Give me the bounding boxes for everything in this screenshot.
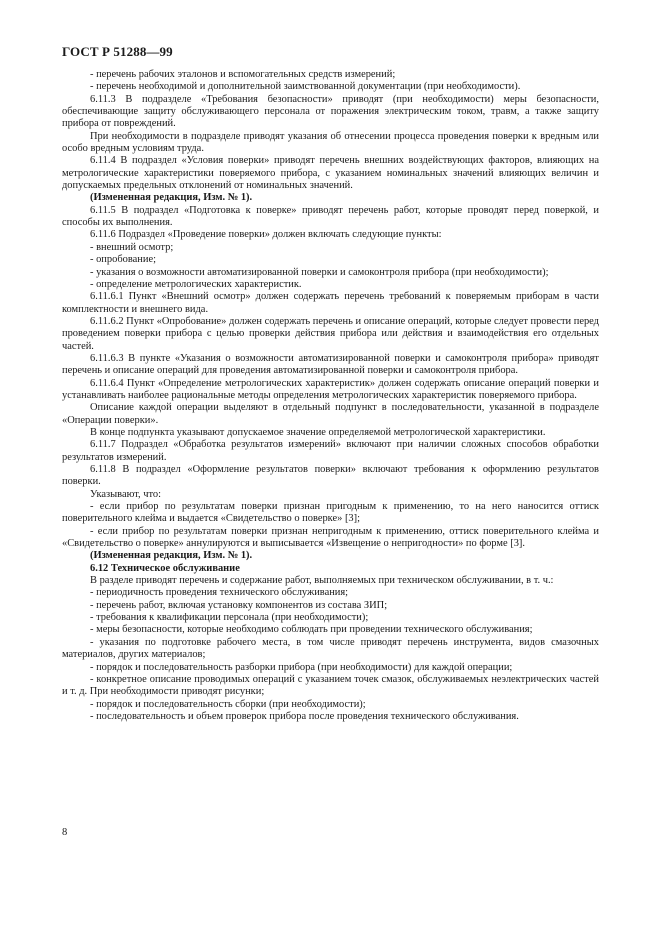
- paragraph: 6.11.8 В подраздел «Оформление результатов поверки» включают требования к оформлению результатов поверки.: [62, 464, 599, 488]
- paragraph: 6.11.6.2 Пункт «Опробование» должен содержать перечень и описание операций, которые следует провести перед проведением поверки прибора с целью проверки действия прибора или действия и взаимодействия его отдельных частей.: [62, 315, 599, 352]
- paragraph: - периодичность проведения технического обслуживания;: [90, 587, 349, 599]
- paragraph: - опробование;: [90, 254, 156, 266]
- document-body: [62, 69, 599, 723]
- paragraph: Описание каждой операции выделяют в отдельный подпункт в последовательности, указанной в подразделе «Операции поверки».: [62, 402, 599, 426]
- paragraph: В разделе приводят перечень и содержание работ, выполняемых при техническом обслуживании, в т. ч.:: [90, 575, 554, 587]
- paragraph: - указания о возможности автоматизированной поверки и самоконтроля прибора (при необходимости);: [90, 266, 549, 278]
- paragraph: 6.11.4 В подраздел «Условия поверки» приводят перечень внешних воздействующих факторов, влияющих на метрологические характеристики поверяемого прибора, с указанием номинальных значений влияющих величин и допускаемых предельных отклонений от номинальных значений.: [62, 155, 599, 192]
- paragraph: В конце подпункта указывают допускаемое значение определяемой метрологической характеристики.: [90, 426, 546, 438]
- paragraph: - порядок и последовательность разборки прибора (при необходимости) для каждой операции;: [90, 661, 513, 673]
- paragraph: - перечень работ, включая установку компонентов из состава ЗИП;: [90, 599, 388, 611]
- paragraph: 6.11.6 Подраздел «Проведение поверки» должен включать следующие пункты:: [90, 229, 442, 241]
- paragraph: - внешний осмотр;: [90, 241, 174, 253]
- paragraph: 6.11.6.3 В пункте «Указания о возможности автоматизированной поверки и самоконтроля прибора» приводят перечень и описание операций для проведения автоматизированной поверки и самоконтроля прибора.: [62, 352, 599, 377]
- bold-paragraph: (Измененная редакция, Изм. № 1).: [90, 550, 253, 562]
- bold-paragraph: 6.12 Техническое обслуживание: [90, 562, 240, 574]
- paragraph: - меры безопасности, которые необходимо соблюдать при проведении технического обслуживания;: [90, 624, 533, 636]
- paragraph: - последовательность и объем проверок прибора после проведения технического обслуживания.: [90, 710, 519, 722]
- paragraph: 6.11.7 Подраздел «Обработка результатов измерений» включают при наличии сложных способов обработки результатов измерений.: [62, 439, 599, 463]
- standard-code-header: ГОСТ Р 51288—99: [62, 44, 173, 59]
- paragraph: 6.11.6.4 Пункт «Определение метрологических характеристик» должен содержать описание операций поверки и устанавливать наиболее рациональные методы определения метрологических характеристик поверяемого прибора.: [62, 377, 599, 401]
- paragraph: 6.11.6.1 Пункт «Внешний осмотр» должен содержать перечень требований к поверяемым приборам в части комплектности и внешнего вида.: [62, 291, 599, 315]
- bold-paragraph: (Измененная редакция, Изм. № 1).: [90, 192, 253, 204]
- paragraph: - перечень необходимой и дополнительной заимствованной документации (при необходимости).: [90, 81, 521, 93]
- paragraph: Указывают, что:: [90, 488, 162, 500]
- paragraph: - требования к квалификации персонала (при необходимости);: [90, 612, 369, 624]
- paragraph: При необходимости в подразделе приводят указания об отнесении процесса проведения поверки к вредным или особо вредным условиям труда.: [62, 130, 599, 155]
- page-number: 8: [62, 827, 68, 838]
- paragraph: - определение метрологических характеристик.: [90, 278, 302, 290]
- paragraph: - если прибор по результатам поверки признан пригодным к применению, то на него наносится оттиск поверительного клейма и выдается «Свидетельство о поверке» [3];: [62, 501, 599, 525]
- paragraph: - перечень рабочих эталонов и вспомогательных средств измерений;: [90, 69, 396, 80]
- paragraph: 6.11.3 В подразделе «Требования безопасности» приводят (при необходимости) меры безопасности, обеспечивающие защиту обслуживающего персонала от поражения электрическим током, травм, а также защиту прибора от повреждений.: [62, 93, 599, 130]
- paragraph: - указания по подготовке рабочего места, в том числе приводят перечень инструмента, видов смазочных материалов, других материалов;: [62, 636, 599, 661]
- paragraph: - порядок и последовательность сборки (при необходимости);: [90, 698, 366, 710]
- paragraph: - конкретное описание проводимых операций с указанием точек смазок, обслуживаемых неэлектрических частей и т. д. При необходимости приводят рисунки;: [62, 673, 599, 698]
- paragraph: 6.11.5 В подраздел «Подготовка к поверке» приводят перечень работ, которые проводят перед поверкой, и способы их выполнения.: [62, 204, 599, 229]
- paragraph: - если прибор по результатам поверки признан непригодным к применению, оттиск поверительного клейма и «Свидетельство о поверке» аннулируются и выписывается «Извещение о непригодности» по форме [3].: [62, 525, 599, 550]
